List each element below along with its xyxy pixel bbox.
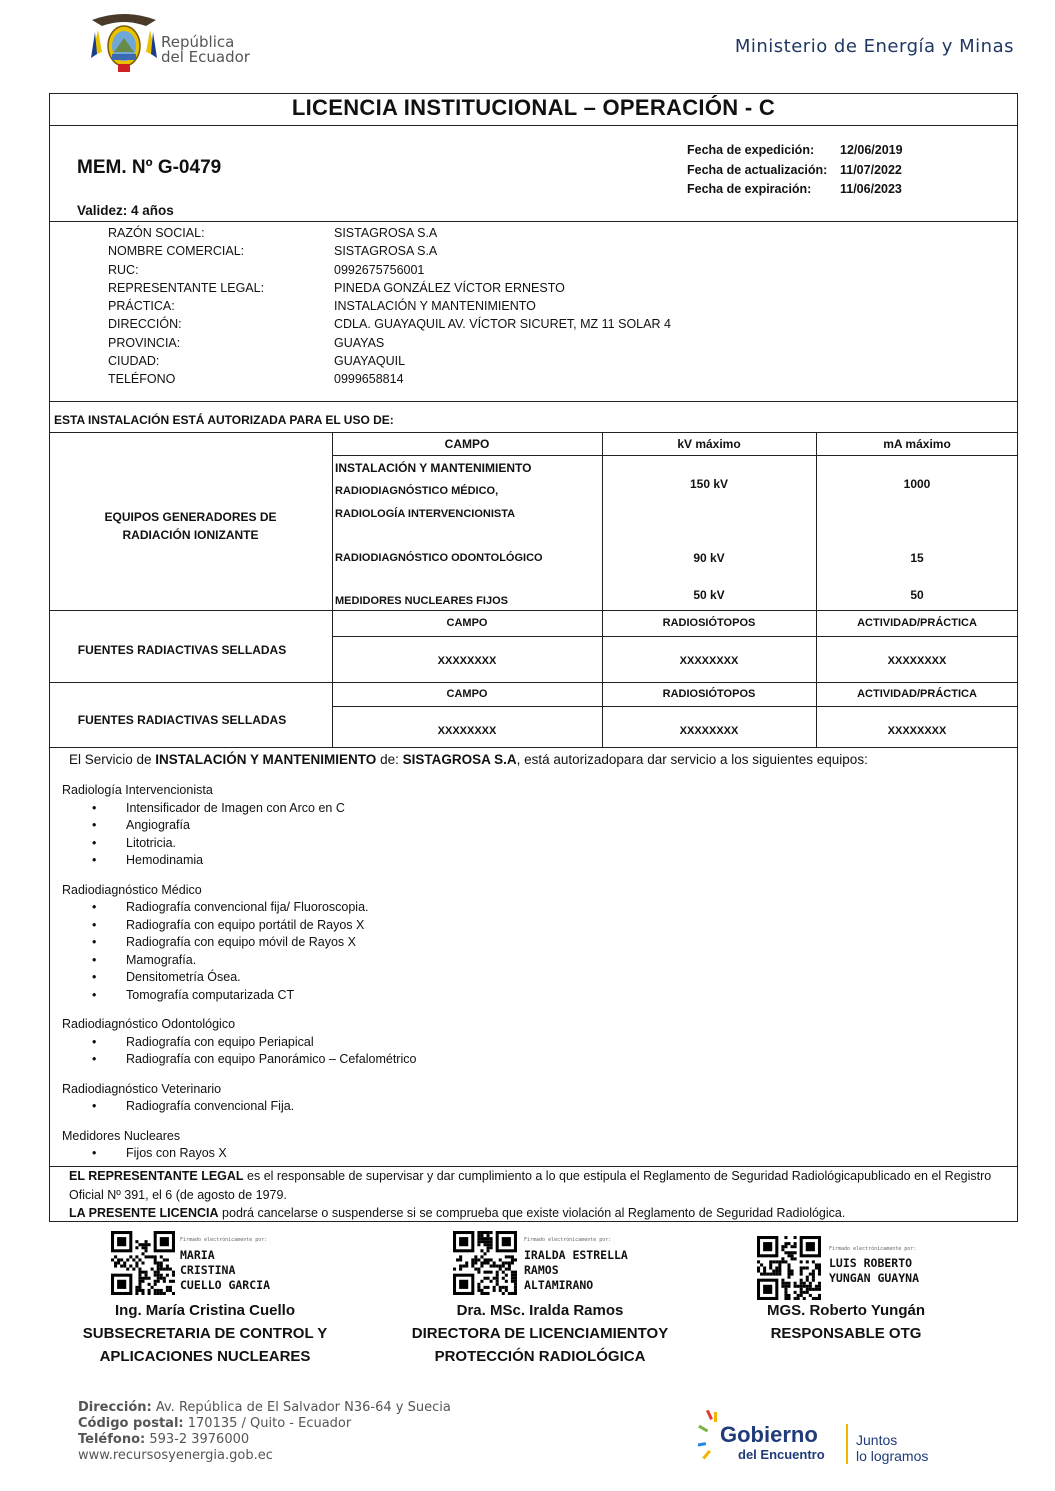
divider — [49, 125, 1018, 126]
list-item: • Radiografía convencional fija/ Fluoroscopia. — [62, 899, 416, 917]
divider — [49, 401, 1018, 402]
table-line — [332, 706, 1018, 707]
field-intervencionista: RADIOLOGÍA INTERVENCIONISTA — [335, 508, 516, 520]
list-item: • Radiografía convencional Fija. — [62, 1098, 416, 1116]
signature-block: Ing. María Cristina Cuello SUBSECRETARIA DE CONTROL Y APLICACIONES NUCLEARES — [82, 1302, 328, 1365]
list-item: • Radiografía con equipo Periapical — [62, 1034, 416, 1052]
validity: Validez: 4 años — [77, 203, 174, 218]
memo-number: MEM. Nº G-0479 — [77, 157, 222, 178]
ma-value: 1000 — [903, 477, 931, 491]
info-row: RAZÓN SOCIAL: SISTAGROSA S.A — [108, 226, 438, 240]
kv-value: 50 kV — [693, 588, 725, 602]
table-cell: XXXXXXXX — [679, 725, 739, 737]
info-row: PRÁCTICA: INSTALACIÓN Y MANTENIMIENTO — [108, 299, 536, 314]
info-row: RUC: 0992675756001 — [108, 262, 425, 277]
license-title: LICENCIA INSTITUCIONAL – OPERACIÓN - C — [291, 95, 776, 120]
list-group: Medidores Nucleares • Fijos con Rayos X — [62, 1128, 416, 1163]
list-item: • Angiografía — [62, 817, 416, 835]
table-line — [49, 432, 1018, 433]
table-line — [332, 455, 1018, 456]
field-medidores: MEDIDORES NUCLEARES FIJOS — [335, 595, 508, 607]
table-cell: XXXXXXXX — [887, 655, 947, 667]
qr-code-icon — [111, 1231, 175, 1295]
field-odontologico: RADIODIAGNÓSTICO ODONTOLÓGICO — [335, 552, 543, 564]
fuentes-label: FUENTES RADIACTIVAS SELLADAS — [77, 643, 287, 657]
list-group: Radiología Intervencionista • Intensificador de Imagen con Arco en C • Angiografía • Litotricia. • Hemodinamia — [62, 782, 416, 870]
list-item: • Radiografía con equipo portátil de Rayos X — [62, 917, 416, 935]
electronic-signer: LUIS ROBERTO YUNGAN GUAYNA — [829, 1256, 920, 1285]
gobierno-logo: Gobierno del Encuentro Juntos lo logramos — [698, 1410, 948, 1466]
info-row: NOMBRE COMERCIAL: SISTAGROSA S.A — [108, 244, 438, 259]
fuentes-label: FUENTES RADIACTIVAS SELLADAS — [77, 713, 287, 727]
website-link[interactable]: www.recursosyenergia.gob.ec — [78, 1448, 273, 1463]
equipment-list — [62, 782, 416, 1175]
list-item: • Radiografía con equipo Panorámico – Cefalométrico — [62, 1051, 416, 1069]
info-row: REPRESENTANTE LEGAL: PINEDA GONZÁLEZ VÍCTOR ERNESTO — [108, 280, 565, 295]
list-item: • Fijos con Rayos X — [62, 1145, 416, 1163]
equipos-label: EQUIPOS GENERADORES DE RADIACIÓN IONIZANTE — [104, 510, 277, 542]
qr-code-icon — [757, 1236, 821, 1300]
col-actividad-header: ACTIVIDAD/PRÁCTICA — [857, 617, 977, 629]
kv-value: 90 kV — [693, 551, 725, 565]
footer-contact: Dirección: Av. República de El Salvador N36-64 y Suecia Código postal: 170135 / Quito - Ecuador Teléfono: 593-2 3976000 www.recursosyenergia.gob.ec — [78, 1400, 451, 1463]
list-group: Radiodiagnóstico Veterinario • Radiografía convencional Fija. — [62, 1081, 416, 1116]
list-item: • Litotricia. — [62, 835, 416, 853]
country-name: República del Ecuador — [161, 33, 250, 66]
date-row: Fecha de expedición: 12/06/2019 — [687, 143, 903, 157]
field-title: INSTALACIÓN Y MANTENIMIENTO — [335, 461, 532, 475]
ministry-name: Ministerio de Energía y Minas — [734, 36, 1014, 57]
electronic-signer: MARIA CRISTINA CUELLO GARCIA — [180, 1248, 271, 1292]
col-campo-header: CAMPO — [446, 617, 488, 629]
list-group: Radiodiagnóstico Médico • Radiografía convencional fija/ Fluoroscopia. • Radiografía con equipo portátil de Rayos X • Radiografía con equipo móvil de Rayos X • Mamografía. • Densitometría Ósea. • Tomografía computarizada CT — [62, 882, 416, 1005]
table-cell: XXXXXXXX — [887, 725, 947, 737]
info-row: CIUDAD: GUAYAQUIL — [108, 354, 406, 369]
table-line — [49, 682, 1018, 683]
ma-value: 50 — [910, 588, 924, 602]
info-row: TELÉFONO 0999658814 — [108, 372, 404, 387]
list-item: • Tomografía computarizada CT — [62, 987, 416, 1005]
col-actividad-header: ACTIVIDAD/PRÁCTICA — [857, 688, 977, 700]
divider — [49, 747, 1018, 748]
service-statement: El Servicio de INSTALACIÓN Y MANTENIMIENTO de: SISTAGROSA S.A, está autorizadopara dar servicio a los siguientes equipos: — [69, 752, 868, 767]
table-cell: XXXXXXXX — [437, 655, 497, 667]
qr-code-icon — [453, 1231, 517, 1295]
col-radioisotopos-header: RADIOSIÓTOPOS — [662, 688, 756, 700]
date-row: Fecha de expiración: 11/06/2023 — [687, 182, 902, 196]
list-item: • Radiografía con equipo móvil de Rayos X — [62, 934, 416, 952]
electronic-signer: IRALDA ESTRELLA RAMOS ALTAMIRANO — [524, 1248, 628, 1292]
ma-value: 15 — [910, 551, 924, 565]
col-campo-header: CAMPO — [444, 437, 490, 451]
kv-value: 150 kV — [689, 477, 729, 491]
table-line — [332, 636, 1018, 637]
list-item: • Densitometría Ósea. — [62, 969, 416, 987]
table-cell: XXXXXXXX — [679, 655, 739, 667]
table-cell: XXXXXXXX — [437, 725, 497, 737]
table-line — [49, 610, 1018, 611]
signature-block: Dra. MSc. Iralda Ramos DIRECTORA DE LICENCIAMIENTOY PROTECCIÓN RADIOLÓGICA — [411, 1302, 669, 1365]
list-item: • Mamografía. — [62, 952, 416, 970]
col-kv-header: kV máximo — [677, 437, 741, 451]
col-campo-header: CAMPO — [446, 688, 488, 700]
list-item: • Hemodinamia — [62, 852, 416, 870]
signature-block: MGS. Roberto Yungán RESPONSABLE OTG — [766, 1302, 926, 1342]
date-row: Fecha de actualización: 11/07/2022 — [687, 162, 902, 177]
divider — [49, 221, 1018, 222]
dates-block — [687, 141, 903, 200]
list-item: • Intensificador de Imagen con Arco en C — [62, 800, 416, 818]
gobierno-rays-icon — [698, 1410, 722, 1462]
col-radioisotopos-header: RADIOSIÓTOPOS — [662, 617, 756, 629]
info-row: PROVINCIA: GUAYAS — [108, 335, 385, 350]
company-info — [108, 224, 671, 389]
info-row: DIRECCIÓN: CDLA. GUAYAQUIL AV. VÍCTOR SICURET, MZ 11 SOLAR 4 — [108, 317, 671, 332]
ecuador-coat-of-arms-icon — [88, 12, 160, 74]
legal-notice: EL REPRESENTANTE LEGAL es el responsable de supervisar y dar cumplimiento a lo que estipula el Reglamento de Seguridad Radiológicapublicado en el Registro Oficial Nº 391, el 6 (de agosto de 1979. LA PRESENTE LICENCIA podrá cancelarse o suspenderse si se comprueba que existe violación al Reglamento de Seguridad Radiológica. — [69, 1169, 992, 1220]
field-medico: RADIODIAGNÓSTICO MÉDICO, — [335, 485, 499, 497]
col-ma-header: mA máximo — [883, 437, 951, 451]
authorized-header: ESTA INSTALACIÓN ESTÁ AUTORIZADA PARA EL USO DE: — [54, 413, 394, 427]
list-group: Radiodiagnóstico Odontológico • Radiografía con equipo Periapical • Radiografía con equipo Panorámico – Cefalométrico — [62, 1016, 416, 1069]
